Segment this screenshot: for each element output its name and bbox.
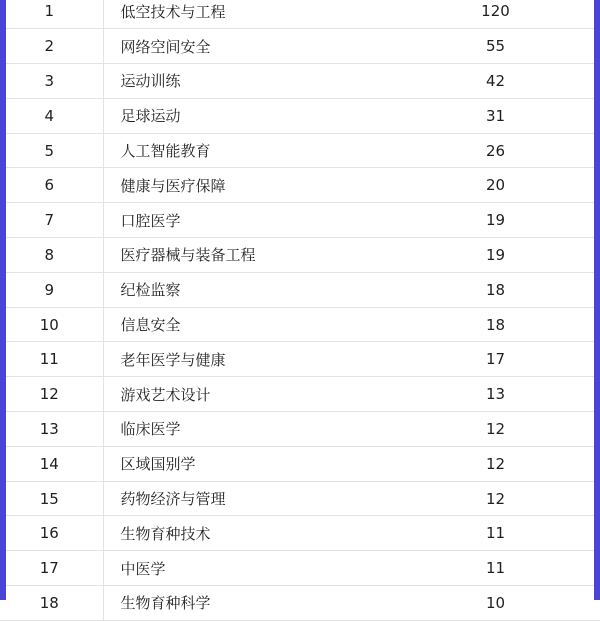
major-name-cell: 医疗器械与装备工程 (103, 238, 397, 273)
table-row (0, 377, 600, 412)
count-cell: 55 (397, 29, 600, 64)
count-cell: 120 (397, 0, 600, 29)
rank-cell: 17 (0, 551, 103, 586)
count-cell: 19 (397, 238, 600, 273)
table-row (0, 203, 600, 238)
major-name-cell: 运动训练 (103, 64, 397, 99)
major-name-cell: 老年医学与健康 (103, 342, 397, 377)
rank-cell: 12 (0, 377, 103, 412)
count-cell: 17 (397, 342, 600, 377)
major-name-cell: 药物经济与管理 (103, 481, 397, 516)
table-row (0, 133, 600, 168)
rank-cell: 7 (0, 203, 103, 238)
count-cell: 12 (397, 481, 600, 516)
major-name-cell: 临床医学 (103, 412, 397, 447)
major-name-cell: 中医学 (103, 551, 397, 586)
table-row (0, 307, 600, 342)
count-cell: 13 (397, 377, 600, 412)
count-cell: 11 (397, 516, 600, 551)
major-name-cell: 游戏艺术设计 (103, 377, 397, 412)
major-name-cell: 网络空间安全 (103, 29, 397, 64)
table-row (0, 342, 600, 377)
table-row (0, 516, 600, 551)
table-row (0, 446, 600, 481)
count-cell: 11 (397, 551, 600, 586)
count-cell: 18 (397, 272, 600, 307)
count-cell: 19 (397, 203, 600, 238)
major-name-cell: 健康与医疗保障 (103, 168, 397, 203)
major-name-cell: 区域国别学 (103, 446, 397, 481)
rank-cell: 11 (0, 342, 103, 377)
table-row (0, 238, 600, 273)
count-cell: 26 (397, 133, 600, 168)
rank-cell: 14 (0, 446, 103, 481)
rank-cell: 5 (0, 133, 103, 168)
rank-cell: 3 (0, 64, 103, 99)
rank-cell: 16 (0, 516, 103, 551)
rank-cell: 8 (0, 238, 103, 273)
count-cell: 18 (397, 307, 600, 342)
count-cell: 10 (397, 586, 600, 621)
left-border (0, 0, 6, 600)
rank-cell: 6 (0, 168, 103, 203)
rank-cell: 1 (0, 0, 103, 29)
table-row (0, 272, 600, 307)
rank-cell: 9 (0, 272, 103, 307)
count-cell: 42 (397, 64, 600, 99)
major-name-cell: 人工智能教育 (103, 133, 397, 168)
table-row (0, 64, 600, 99)
count-cell: 31 (397, 98, 600, 133)
rank-cell: 13 (0, 412, 103, 447)
table-row (0, 98, 600, 133)
count-cell: 20 (397, 168, 600, 203)
rank-cell: 2 (0, 29, 103, 64)
major-name-cell: 口腔医学 (103, 203, 397, 238)
table-row (0, 481, 600, 516)
major-name-cell: 生物育种技术 (103, 516, 397, 551)
table-row (0, 586, 600, 621)
rank-cell: 15 (0, 481, 103, 516)
count-cell: 12 (397, 446, 600, 481)
rank-cell: 10 (0, 307, 103, 342)
major-name-cell: 足球运动 (103, 98, 397, 133)
major-name-cell: 信息安全 (103, 307, 397, 342)
major-name-cell: 纪检监察 (103, 272, 397, 307)
table-row (0, 168, 600, 203)
major-name-cell: 生物育种科学 (103, 586, 397, 621)
major-name-cell: 低空技术与工程 (103, 0, 397, 29)
right-border (594, 0, 600, 600)
table-row (0, 412, 600, 447)
table-row (0, 29, 600, 64)
table-row (0, 0, 600, 29)
rank-cell: 18 (0, 586, 103, 621)
table-row (0, 551, 600, 586)
rank-cell: 4 (0, 98, 103, 133)
count-cell: 12 (397, 412, 600, 447)
